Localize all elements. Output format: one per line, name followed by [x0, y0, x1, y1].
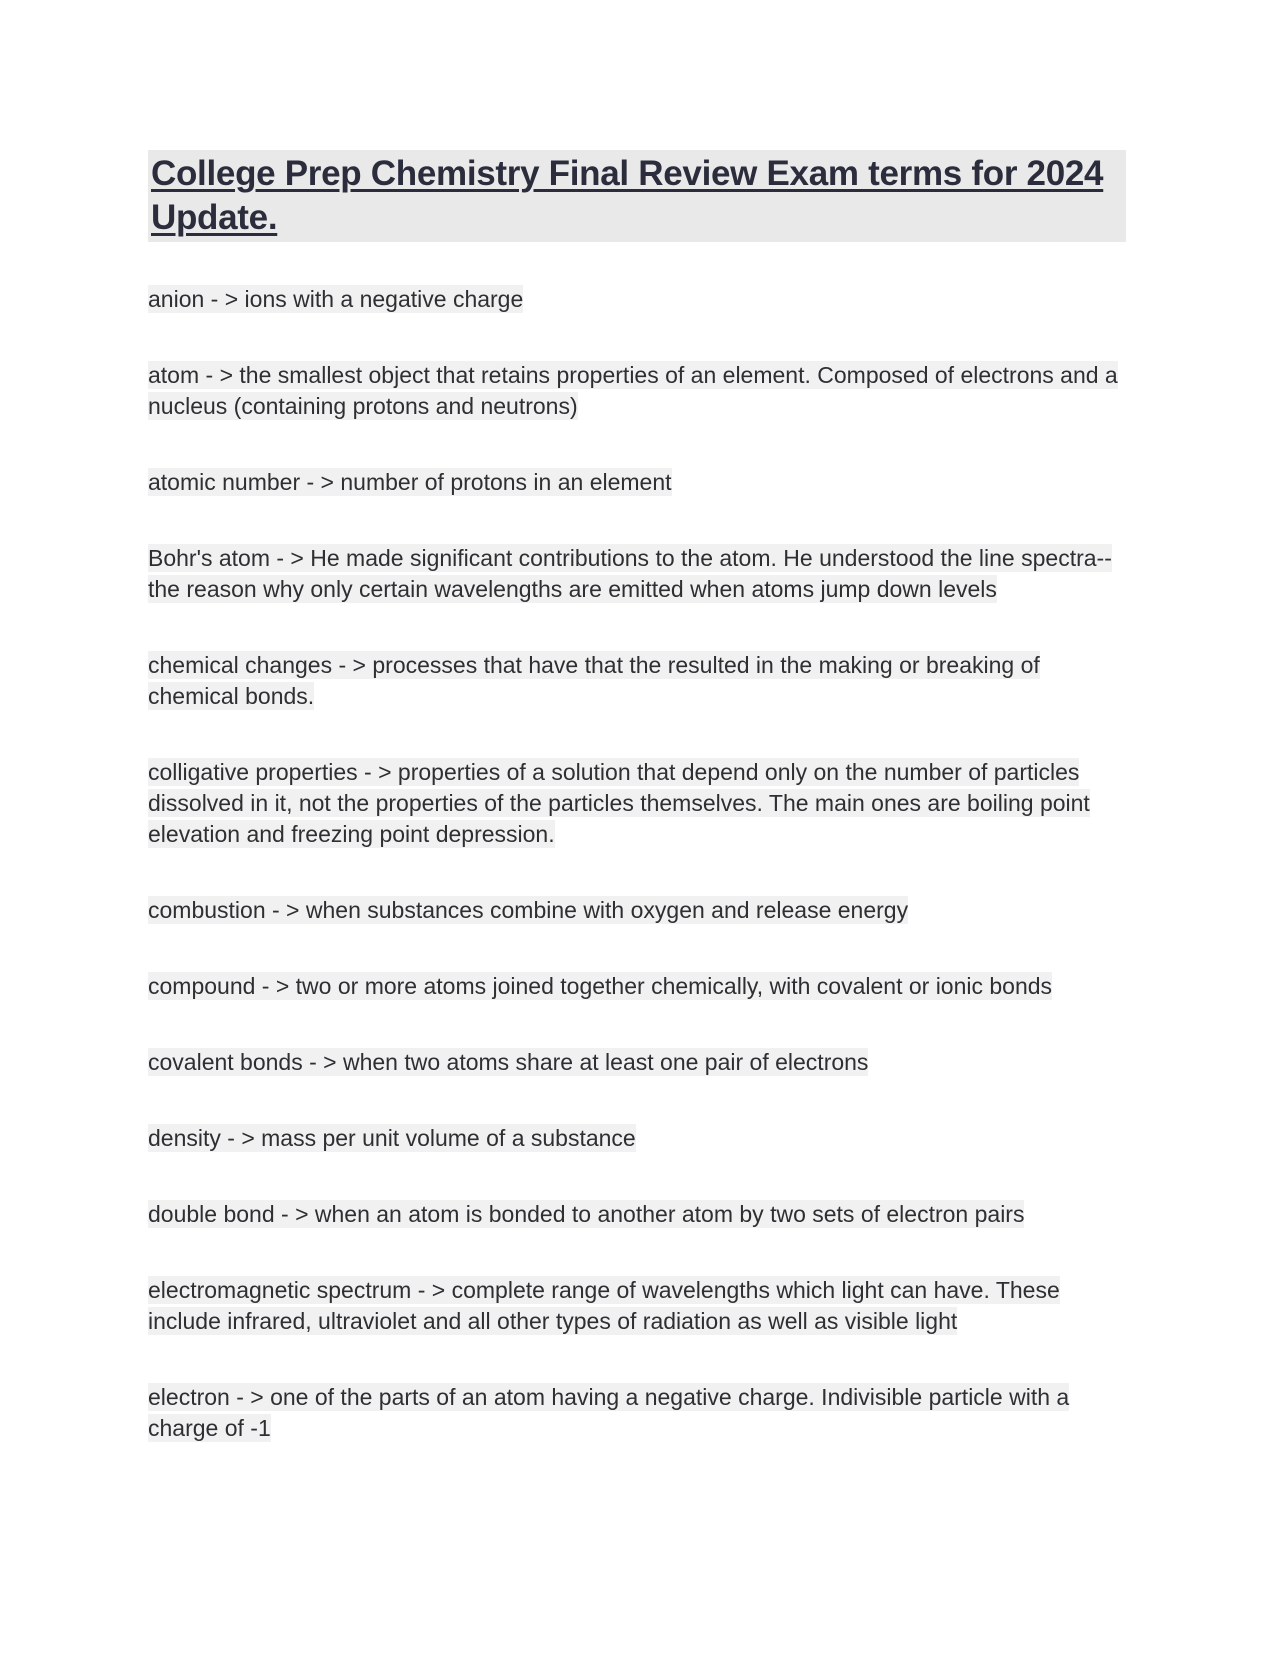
term-bohrs-atom: [148, 543, 1133, 605]
term-electron: [148, 1382, 1133, 1444]
term-text: covalent bonds - > when two atoms share at least one pair of electrons: [148, 1049, 869, 1075]
term-text: electron - > one of the parts of an atom having a negative charge. Indivisible particle with a charge of -1: [148, 1384, 1070, 1441]
term-combustion: [148, 895, 1133, 926]
term-compound: [148, 971, 1133, 1002]
title-highlight: [148, 150, 1126, 242]
term-covalent-bonds: [148, 1047, 1133, 1078]
term-text: chemical changes - > processes that have that the resulted in the making or breaking of chemical bonds.: [148, 652, 1040, 709]
term-text: double bond - > when an atom is bonded to another atom by two sets of electron pairs: [148, 1201, 1025, 1227]
term-double-bond: [148, 1199, 1133, 1230]
term-chemical-changes: [148, 650, 1133, 712]
term-text: density - > mass per unit volume of a substance: [148, 1125, 636, 1151]
term-text: Bohr's atom - > He made significant contributions to the atom. He understood the line spectra--the reason why only certain wavelengths are emitted when atoms jump down levels: [148, 545, 1112, 602]
term-anion: [148, 284, 1133, 315]
term-text: compound - > two or more atoms joined together chemically, with covalent or ionic bonds: [148, 973, 1053, 999]
term-list: [148, 284, 1133, 1444]
term-text: combustion - > when substances combine with oxygen and release energy: [148, 897, 909, 923]
term-electromagnetic-spectrum: [148, 1275, 1133, 1337]
term-density: [148, 1123, 1133, 1154]
document-page: [148, 150, 1133, 1489]
page-title: College Prep Chemistry Final Review Exam terms for 2024 Update.: [151, 154, 1104, 237]
term-text: electromagnetic spectrum - > complete range of wavelengths which light can have. These include infrared, ultraviolet and all other types of radiation as well as visible light: [148, 1277, 1060, 1334]
term-colligative-properties: [148, 757, 1133, 850]
term-text: atom - > the smallest object that retains properties of an element. Composed of electrons and a nucleus (containing protons and neutrons): [148, 362, 1118, 419]
term-atom: [148, 360, 1133, 422]
term-text: colligative properties - > properties of a solution that depend only on the number of particles dissolved in it, not the properties of the particles themselves. The main ones are boiling point elevation and freezing point depression.: [148, 759, 1090, 847]
term-atomic-number: [148, 467, 1133, 498]
term-text: anion - > ions with a negative charge: [148, 286, 524, 312]
term-text: atomic number - > number of protons in an element: [148, 469, 672, 495]
